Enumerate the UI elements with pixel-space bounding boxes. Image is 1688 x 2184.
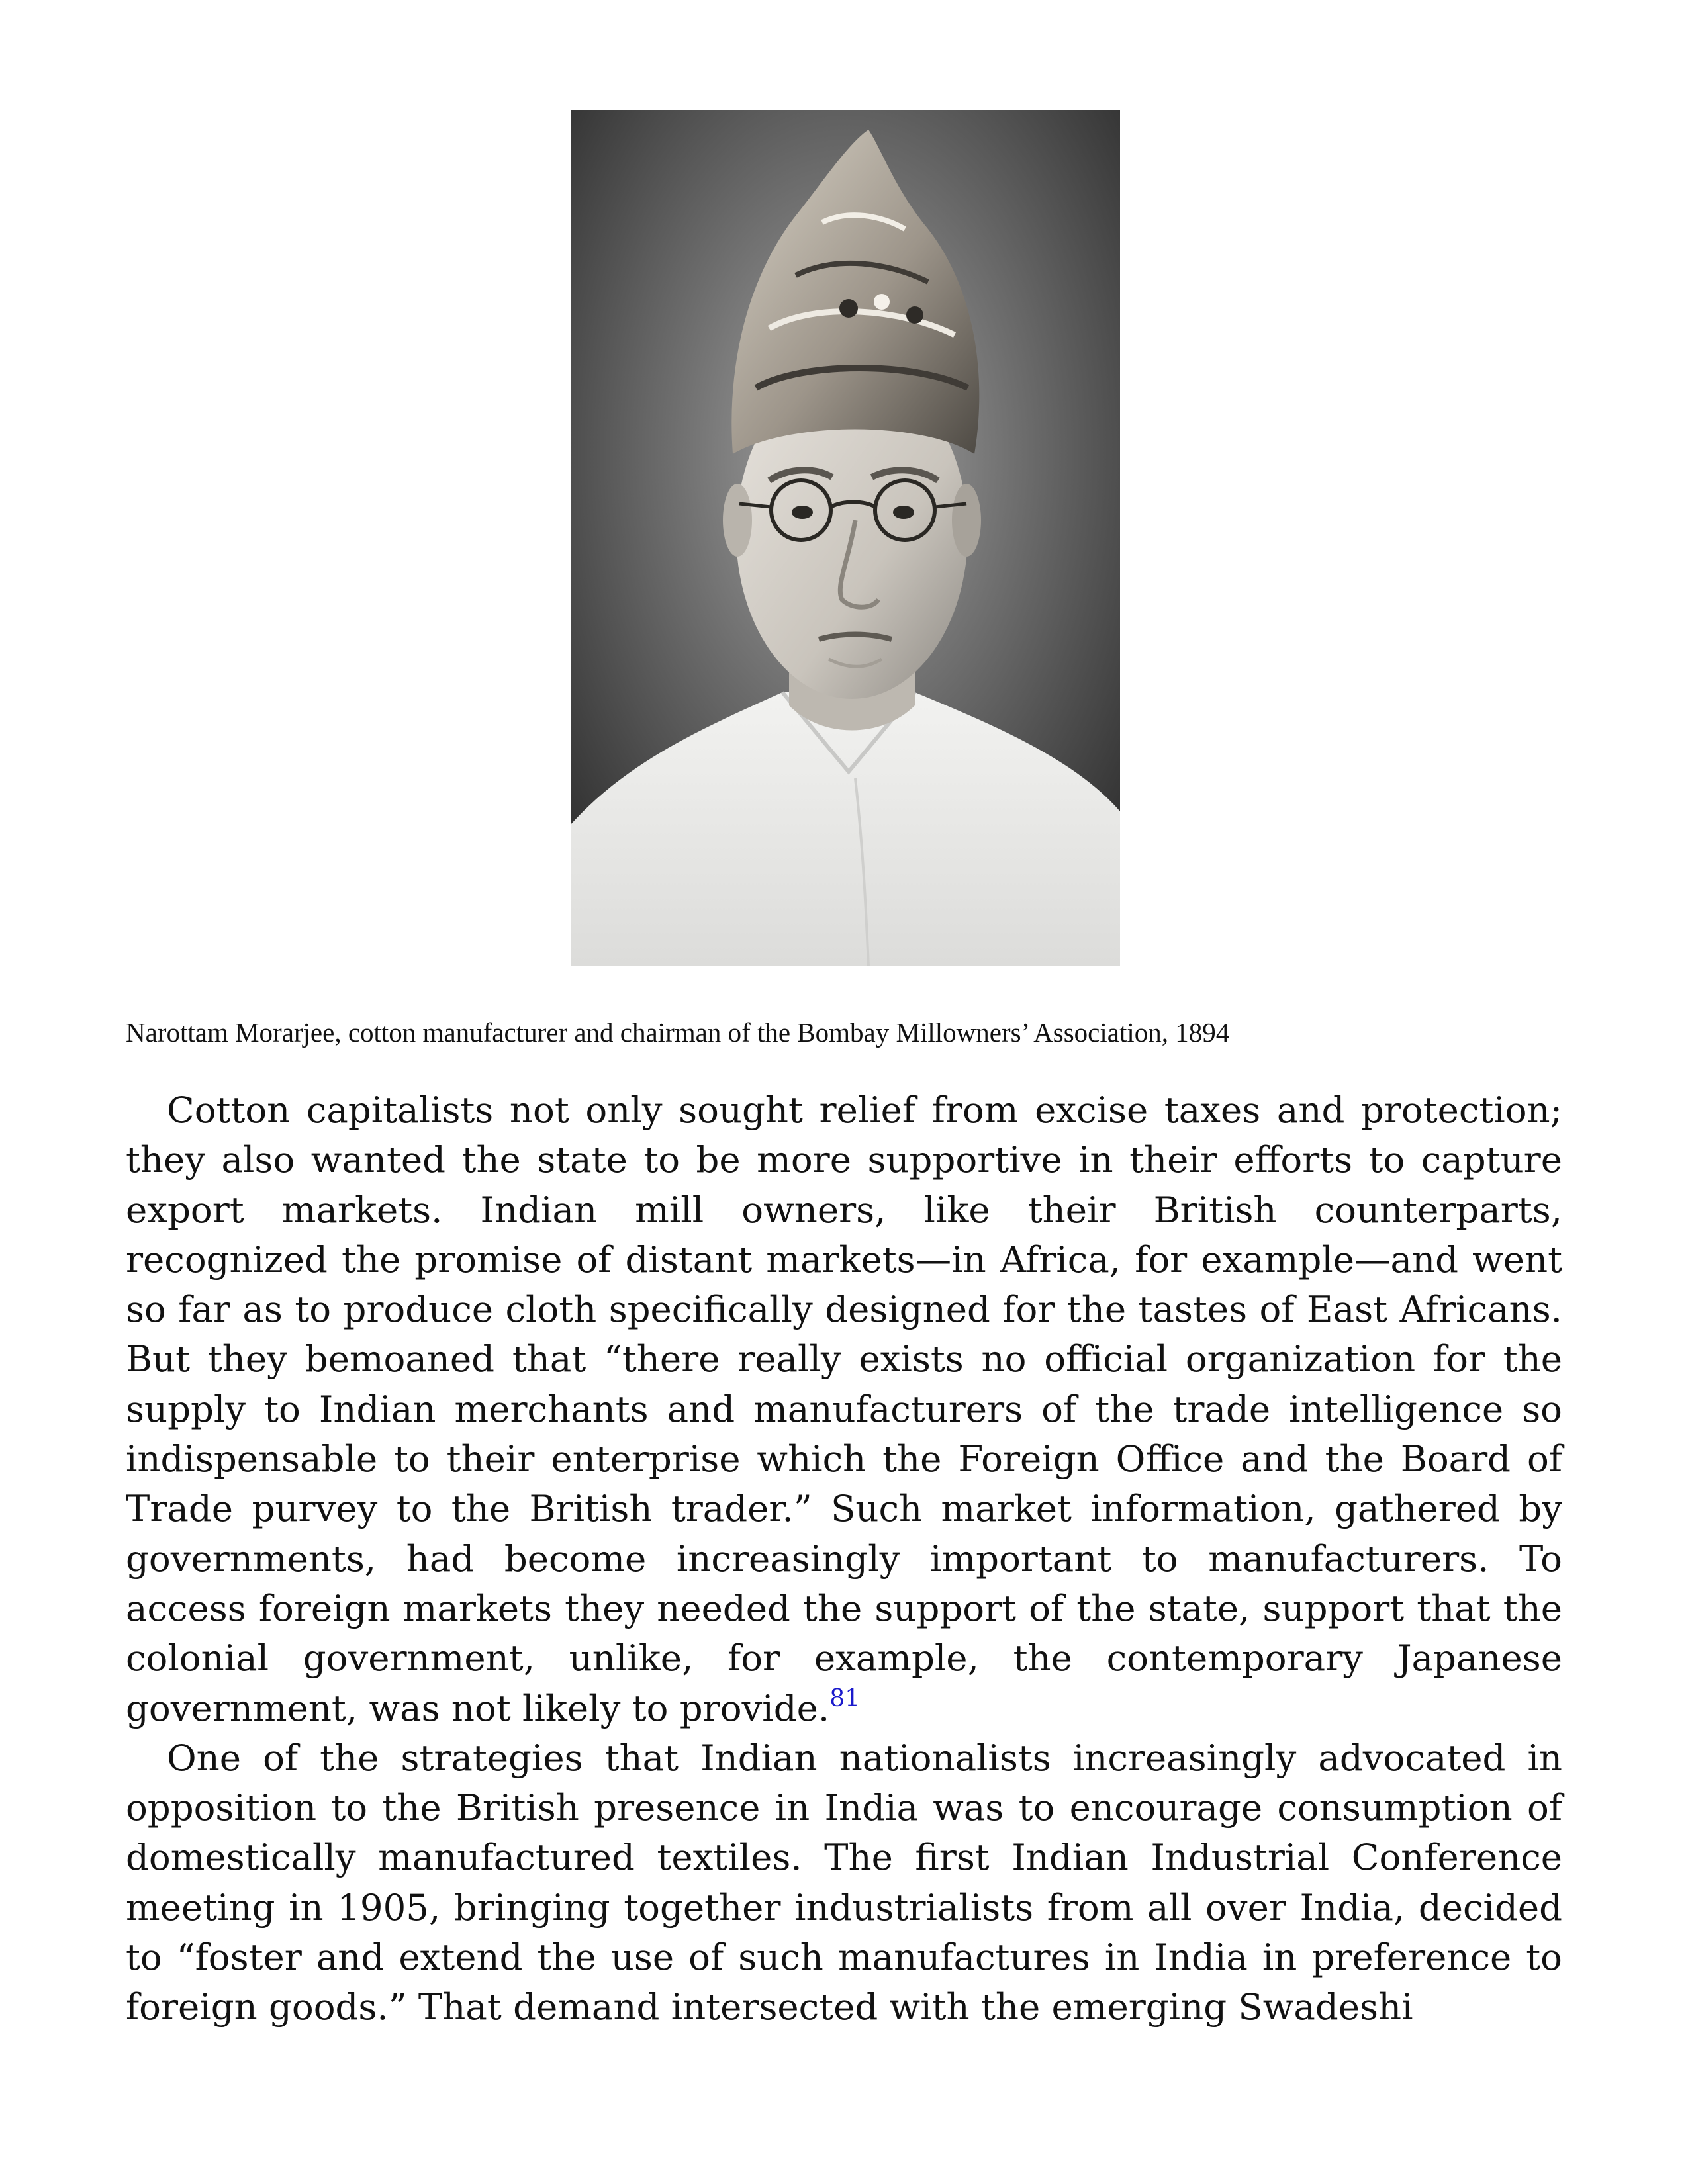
body-text bbox=[126, 1085, 1562, 2032]
paragraph-2 bbox=[126, 1733, 1562, 2032]
paragraph-1-text: Cotton capitalists not only sought relief from excise taxes and protection; they also wanted the state to be more supportive in their efforts to capture export markets. Indian mill owners, like their British counterparts, recognized the promise of distant markets—in Africa, for example—and went so far as to produce cloth specifically designed for the tastes of East Africans. But they bemoaned that “there really exists no official organization for the supply to Indian merchants and manufacturers of the trade intelligence so indispensable to their enterprise which the Foreign Office and the Board of Trade purvey to the British trader.” Such market information, gathered by governments, had become increasingly important to manufacturers. To access foreign markets they needed the support of the state, support that the colonial government, unlike, for example, the contemporary Japanese government, was not likely to provide. bbox=[126, 1089, 1562, 1729]
portrait-photo bbox=[571, 110, 1120, 966]
figure-caption: Narottam Morarjee, cotton manufacturer and chairman of the Bombay Millowners’ Association, 1894 bbox=[126, 1017, 1230, 1048]
paragraph-1 bbox=[126, 1085, 1562, 1733]
footnote-link-81[interactable]: 81 bbox=[829, 1684, 861, 1712]
portrait-illustration bbox=[571, 110, 1120, 966]
paragraph-2-text: One of the strategies that Indian nationalists increasingly advocated in opposition to the British presence in India was to encourage consumption of domestically manufactured textiles. The first Indian Industrial Conference meeting in 1905, bringing together industrialists from all over India, decided to “foster and extend the use of such manufactures in India in preference to foreign goods.” That demand intersected with the emerging Swadeshi bbox=[126, 1736, 1562, 2028]
